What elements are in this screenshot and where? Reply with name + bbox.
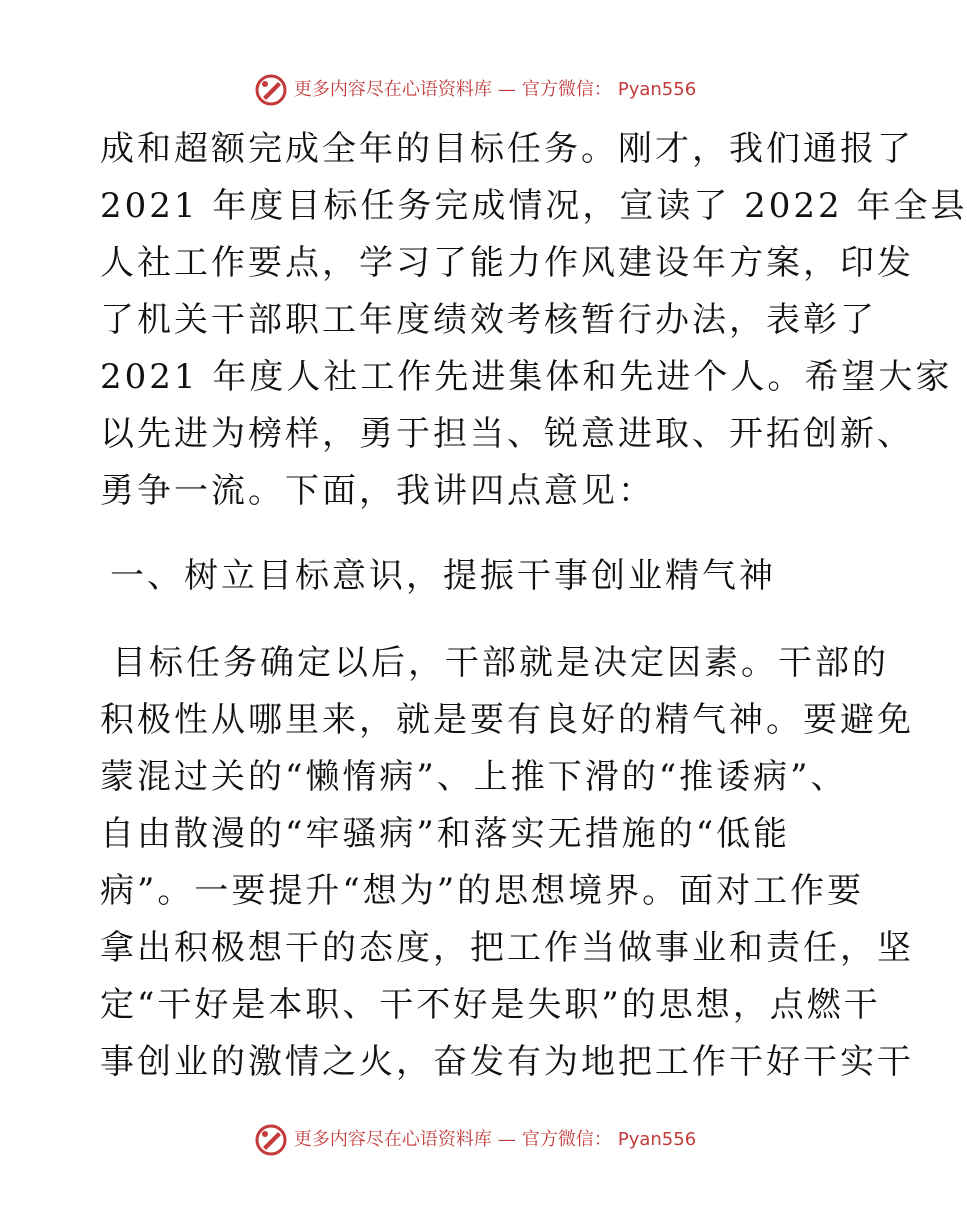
paragraph-2: [100, 635, 914, 1091]
footer-watermark: [0, 1120, 950, 1160]
paragraph-line: 目标任务确定以后，干部就是决定因素。干部的: [112, 643, 889, 683]
paragraph-line: 2021 年度人社工作先进集体和先进个人。希望大家: [100, 357, 953, 397]
watermark-official-text: 官方微信：: [521, 79, 612, 100]
watermark-wechat-id: Pyan556: [617, 79, 697, 100]
brand-logo-icon: [254, 73, 288, 107]
paragraph-line: 以先进为榜样，勇于担当、锐意进取、开拓创新、: [100, 414, 914, 454]
watermark-separator: —: [497, 1129, 516, 1150]
paragraph-line: 自由散漫的“牢骚病”和落实无措施的“低能: [100, 814, 791, 854]
paragraph-line: 定“干好是本职、干不好是失职”的思想，点燃干: [100, 985, 881, 1025]
paragraph-line: 成和超额完成全年的目标任务。刚才，我们通报了: [100, 129, 914, 169]
paragraph-line: 勇争一流。下面，我讲四点意见：: [100, 471, 655, 511]
paragraph-line: 事创业的激情之火，奋发有为地把工作干好干实干: [100, 1042, 914, 1082]
watermark-wechat-id: Pyan556: [617, 1129, 697, 1150]
paragraph-1: [100, 121, 967, 520]
watermark-brand-text: 更多内容尽在心语资料库: [293, 79, 492, 100]
section-heading: 一、树立目标意识，提振干事创业精气神: [110, 556, 776, 596]
paragraph-line: 拿出积极想干的态度，把工作当做事业和责任，坚: [100, 928, 914, 968]
paragraph-line: 2021 年度目标任务完成情况，宣读了 2022 年全县: [100, 186, 967, 226]
brand-logo-icon: [254, 1123, 288, 1157]
header-watermark: [0, 70, 950, 110]
watermark-official-text: 官方微信：: [521, 1129, 612, 1150]
document-body: [100, 121, 967, 1091]
paragraph-line: 病”。一要提升“想为”的思想境界。面对工作要: [100, 871, 865, 911]
watermark-brand-text: 更多内容尽在心语资料库: [293, 1129, 492, 1150]
paragraph-line: 了机关干部职工年度绩效考核暂行办法，表彰了: [100, 300, 877, 340]
watermark-separator: —: [497, 79, 516, 100]
paragraph-line: 人社工作要点，学习了能力作风建设年方案，印发: [100, 243, 914, 283]
paragraph-line: 蒙混过关的“懒惰病”、上推下滑的“推诿病”、: [100, 757, 848, 797]
paragraph-line: 积极性从哪里来，就是要有良好的精气神。要避免: [100, 700, 914, 740]
